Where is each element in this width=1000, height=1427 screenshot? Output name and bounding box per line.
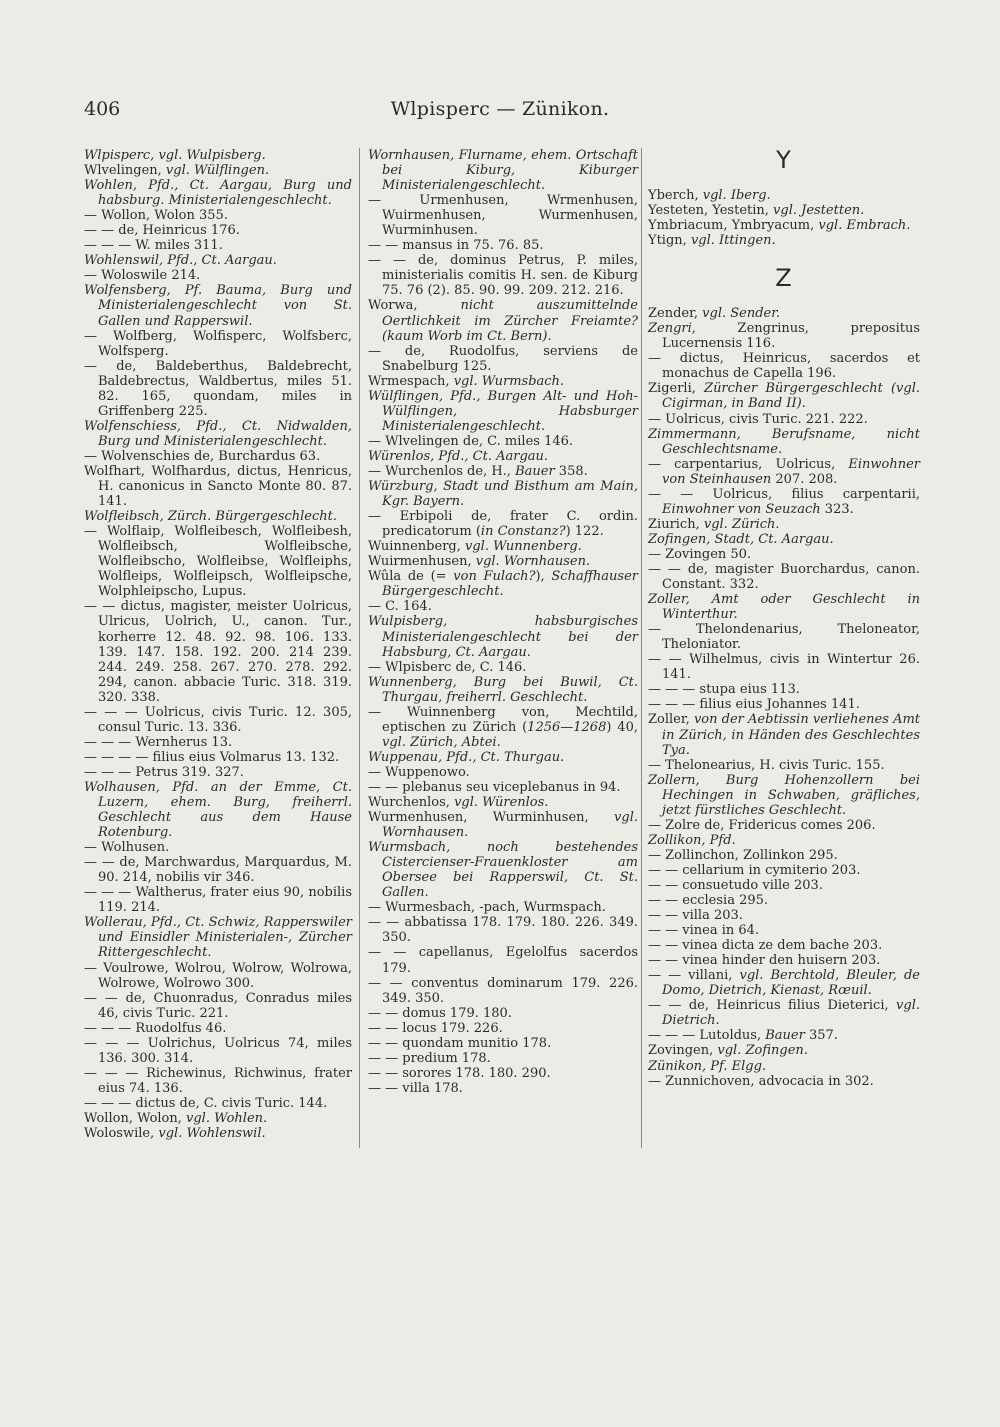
index-entry: — dictus, Heinricus, sacerdos et monachus de Capella 196. [648,351,920,382]
index-entry: — — de, Heinricus 176. [84,223,240,239]
index-entry: — — mansus in 75. 76. 85. [368,238,544,254]
index-entry: — — plebanus seu viceplebanus in 94. [368,779,621,795]
index-entry: — — capellanus, Egelolfus sacerdos 179. [368,945,638,976]
index-entry: — Wolhusen. [84,840,170,856]
index-entry: — — sorores 178. 180. 290. [368,1065,551,1081]
index-entry: Wohlenswil, Pfd., Ct. Aargau. [84,253,277,269]
index-entry: — Zunnichoven, advocacia in 302. [648,1073,874,1089]
index-entry: — — villa 178. [368,1080,463,1096]
index-entry: — — — Waltherus, frater eius 90, nobilis 119. 214. [84,885,352,916]
column-divider [359,148,360,1148]
index-entry: Zollikon, Pfd. [648,832,736,848]
index-entry: — Wlpisberc de, C. 146. [368,659,527,675]
section-letter-y: Y [776,146,792,174]
index-entry: — — vinea in 64. [648,923,760,939]
index-entry: Ytign, vgl. Ittingen. [648,233,776,249]
index-entry: Zovingen, vgl. Zofingen. [648,1043,808,1059]
index-entry: Wurchenlos, vgl. Würenlos. [368,795,549,811]
index-entry: Wülflingen, Pfd., Burgen Alt- und Hoh-Wülflingen, Habsburger Ministerialengeschlecht. [368,388,638,434]
index-entry: Yesteten, Yestetin, vgl. Jestetten. [648,203,865,219]
index-entry: — — ecclesia 295. [648,893,769,909]
index-entry: Wornhausen, Flurname, ehem. Ortschaft bei Kiburg, Kiburger Ministerialengeschlecht. [368,148,638,194]
page-header [84,98,916,124]
index-entry: — carpentarius, Uolricus, Einwohner von Steinhausen 207. 208. [648,456,920,487]
index-entry: — Thelondenarius, Theloneator, Theloniator. [648,622,920,653]
index-entry: — — — — filius eius Volmarus 13. 132. [84,749,340,765]
index-entry: Zollern, Burg Hohenzollern bei Hechingen in Schwaben, gräfliches, jetzt fürstliches Geschlecht. [648,772,920,818]
index-entry: — — — Uolricus, civis Turic. 12. 305, consul Turic. 13. 336. [84,704,352,735]
index-entry: — de, Ruodolfus, serviens de Snabelburg 125. [368,343,638,374]
index-entry: — — domus 179. 180. [368,1005,512,1021]
index-entry: Zoller, von der Aebtissin verliehenes Amt in Zürich, in Händen des Geschlechtes Tya. [648,712,921,758]
index-entry: Wolfleibsch, Zürch. Bürgergeschlecht. [84,509,338,525]
index-entry: Wlpisperc, vgl. Wulpisberg. [84,148,266,163]
page-number: 406 [84,98,121,120]
index-entry: — — vinea hinder den huisern 203. [648,953,881,969]
index-entry: Wolfenschiess, Pfd., Ct. Nidwalden, Burg und Ministerialengeschlecht. [84,418,352,449]
index-entry: — — de, Marchwardus, Marquardus, M. 90. 214, nobilis vir 346. [84,855,352,886]
index-entry: Zigerli, Zürcher Bürgergeschlecht (vgl. Cigirman, in Band II). [648,381,920,412]
index-entry: Yberch, vgl. Iberg. [648,188,771,203]
section-letter-z: Z [775,264,793,293]
index-entry: Wurmenhusen, Wurminhusen, vgl. Wornhausen. [368,810,638,841]
index-entry: Würenlos, Pfd., Ct. Aargau. [368,448,549,464]
index-entry: — — — Uolrichus, Uolricus 74, miles 136. 300. 314. [84,1035,352,1066]
index-entry: — — — Wernherus 13. [84,734,233,750]
index-entry: Zimmermann, Berufsname, nicht Geschlechtsname. [648,426,920,457]
index-entry: — — locus 179. 226. [368,1020,503,1036]
index-entry: Wolfensberg, Pf. Bauma, Burg und Ministerialengeschlecht von St. Gallen und Rapperswil. [84,283,352,329]
index-entry: — Wurmesbach, -pach, Wurmspach. [368,900,606,916]
index-entry: Wuppenau, Pfd., Ct. Thurgau. [368,749,565,765]
index-entry: Wolhausen, Pfd. an der Emme, Ct. Luzern, ehem. Burg, freiherrl. Geschlecht aus dem Hause Rotenburg. [84,779,352,841]
index-column-2 [368,148,638,1096]
index-entry: Wulpisberg, habsburgisches Ministerialengeschlecht bei der Habsburg, Ct. Aargau. [368,614,638,660]
index-entry: — C. 164. [368,599,432,615]
index-entry: — Erbipoli de, frater C. ordin. predicatorum (in Constanz?) 122. [368,509,638,540]
index-entry: — — — dictus de, C. civis Turic. 144. [84,1095,328,1111]
index-entry: Ymbriacum, Ymbryacum, vgl. Embrach. [648,218,911,234]
index-entry: — — — stupa eius 113. [648,682,800,698]
index-entry: Würzburg, Stadt und Bisthum am Main, Kgr. Bayern. [368,479,638,510]
index-entry: — — villa 203. [648,908,743,924]
index-entry: — Wolvenschies de, Burchardus 63. [84,448,321,464]
index-entry: — — Uolricus, filius carpentarii, Einwohner von Seuzach 323. [648,486,920,517]
index-entry: — — dictus, magister, meister Uolricus, Ulricus, Uolrich, U., canon. Tur., korherre 12. 48. 92. 98. 106. 133. 139. 147. 158. 192. 200. 214 239. 244. 249. 258. 267. 270. 278. 292. 294, canon. abbacie Turic. 318. 319. 320. 338. [84,599,352,705]
index-entry: Wlvelingen, vgl. Wülflingen. [84,163,270,179]
index-entry: Wuinnenberg, vgl. Wunnenberg. [368,539,582,555]
index-entry: — — de, Heinricus filius Dieterici, vgl. Dietrich. [648,998,920,1029]
index-entry: Zoller, Amt oder Geschlecht in Winterthur. [648,592,920,623]
index-entry: — Wolflaip, Wolfleibesch, Wolfleibesh, Wolfleibsch, Wolfleibsche, Wolfleibscho, Wolfleibse, Wolfleiphs, Wolfleips, Wolfleipsch, Wolfleipsche, Wolphleipscho, Lupus. [84,524,352,600]
index-entry: Wuirmenhusen, vgl. Wornhausen. [368,554,591,570]
index-entry: — — villani, vgl. Berchtold, Bleuler, de Domo, Dietrich, Kienast, Rœuil. [648,968,920,999]
index-entry: Wollerau, Pfd., Ct. Schwiz, Rapperswiler und Einsidler Ministerialen-, Zürcher Rittergeschlecht. [84,915,352,961]
index-entry: Worwa, nicht auszumittelnde Oertlichkeit im Zürcher Freiamte? (kaum Worb im Ct. Bern). [368,298,638,344]
index-entry: — Wlvelingen de, C. miles 146. [368,433,574,449]
index-entry: Zengri, Zengrinus, prepositus Lucernensis 116. [648,321,920,352]
index-entry: — Woloswile 214. [84,268,201,284]
index-entry: Ziurich, vgl. Zürich. [648,516,780,532]
index-entry: — — abbatissa 178. 179. 180. 226. 349. 350. [368,915,638,946]
index-entry: — — quondam munitio 178. [368,1035,552,1051]
index-entry: — Wuinnenberg von, Mechtild, eptischen zu Zürich (1256—1268) 40, vgl. Zürich, Abtei. [368,704,638,750]
index-entry: — — — Richewinus, Richwinus, frater eius 74. 136. [84,1065,352,1096]
index-entry: Wrmespach, vgl. Wurmsbach. [368,373,565,389]
index-entry: Zofingen, Stadt, Ct. Aargau. [648,531,834,547]
index-entry: — Wollon, Wolon 355. [84,208,228,224]
index-entry: Zender, vgl. Sender. [648,306,781,322]
index-entry: — — — Ruodolfus 46. [84,1020,227,1036]
index-entry: — de, Baldeberthus, Baldebrecht, Baldebrectus, Waldbertus, miles 51. 82. 165, quondam, miles in Griffenberg 225. [84,358,352,419]
index-entry: — — vinea dicta ze dem bache 203. [648,938,883,954]
index-entry: — Wolfberg, Wolfisperc, Wolfsberc, Wolfsperg. [84,328,352,359]
index-entry: — — Wilhelmus, civis in Wintertur 26. 141. [648,652,920,683]
index-entry: — — predium 178. [368,1050,491,1066]
index-entry: Wûla de (= von Fulach?), Schaffhauser Bürgergeschlecht. [368,569,639,600]
index-entry: Wollon, Wolon, vgl. Wohlen. [84,1111,268,1126]
index-entry: — Thelonearius, H. civis Turic. 155. [648,757,885,773]
index-entry: — Uolricus, civis Turic. 221. 222. [648,411,868,427]
index-entry: Zünikon, Pf. Elgg. [648,1058,767,1074]
index-entry: Wunnenberg, Burg bei Buwil, Ct. Thurgau, freiherrl. Geschlecht. [368,674,638,705]
index-entry: — — cellarium in cymiterio 203. [648,862,861,878]
index-entry: — Urmenhusen, Wrmenhusen, Wuirmenhusen, Wurmenhusen, Wurminhusen. [368,193,638,239]
index-entry: — — — Lutoldus, Bauer 357. [648,1028,838,1044]
index-entry: Wurmsbach, noch bestehendes Cistercienser-Frauenkloster am Obersee bei Rapperswil, Ct. St. Gallen. [368,840,638,901]
index-entry: — Zollinchon, Zollinkon 295. [648,847,838,863]
index-entry: — Wurchenlos de, H., Bauer 358. [368,463,588,479]
index-entry: Woloswile, vgl. Wohlenswil. [84,1126,266,1142]
index-entry: — — — Petrus 319. 327. [84,764,244,780]
index-entry: — — de, dominus Petrus, P. miles, ministerialis comitis H. sen. de Kiburg 75. 76 (2). 85. 90. 99. 209. 212. 216. [368,253,638,299]
index-entry: — — de, magister Buorchardus, canon. Constant. 332. [648,561,920,593]
index-entry: — Wuppenowo. [368,764,470,780]
index-entry: — — de, Chuonradus, Conradus miles 46, civis Turic. 221. [84,990,352,1021]
index-entry: — Zolre de, Fridericus comes 206. [648,817,876,833]
index-entry: Wohlen, Pfd., Ct. Aargau, Burg und habsburg. Ministerialengeschlecht. [84,178,352,209]
index-entry: — — conventus dominarum 179. 226. 349. 350. [368,975,638,1006]
running-title: Wlpisperc — Zünikon. [390,98,610,120]
index-entry: — Voulrowe, Wolrou, Wolrow, Wolrowa, Wolrowe, Wolrowo 300. [84,960,352,991]
index-entry: — — — W. miles 311. [84,238,223,254]
index-column-1 [84,148,352,1141]
index-column-3 [648,148,920,1089]
column-divider [641,148,642,1148]
index-entry: Wolfhart, Wolfhardus, dictus, Henricus, H. canonicus in Sancto Monte 80. 87. 141. [84,463,352,510]
index-entry: — — — filius eius Johannes 141. [648,697,860,713]
index-entry: — — consuetudo ville 203. [648,877,823,893]
index-entry: — Zovingen 50. [648,546,752,562]
